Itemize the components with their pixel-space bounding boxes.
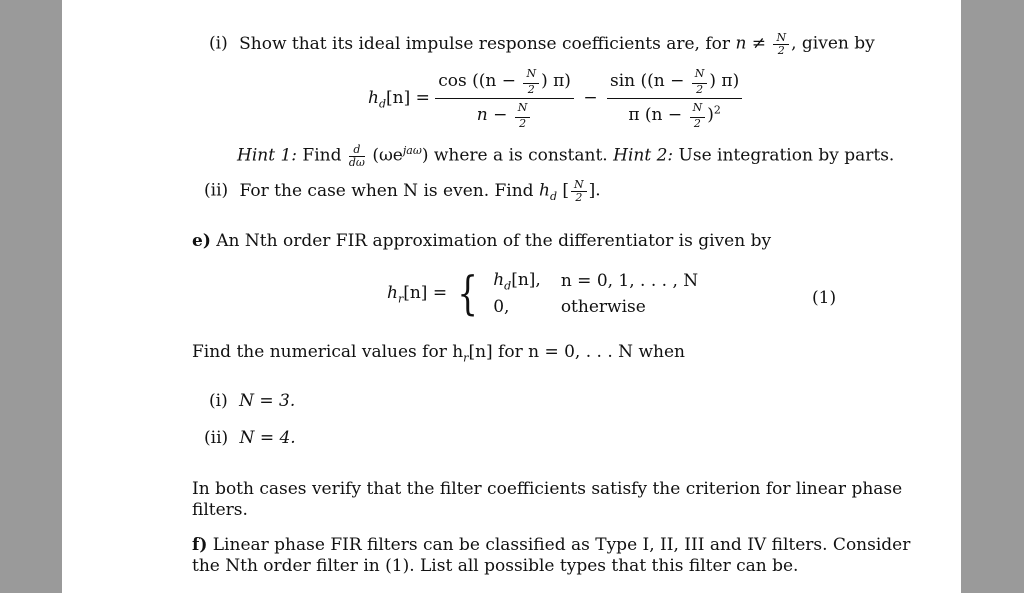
- case-row: [487, 295, 704, 319]
- part-f-label: f): [192, 535, 208, 555]
- impulse-response-equation: [368, 68, 742, 129]
- eq-lhs-sub: d: [378, 97, 386, 111]
- verify-line-1: In both cases verify that the filter coefficients satisfy the criterion for linear phase: [192, 479, 903, 499]
- hints-line: [237, 144, 894, 168]
- case1-h: h: [493, 270, 505, 290]
- item-ii-text: For the case when N is even. Find: [239, 180, 534, 201]
- fraction-numerator: N: [773, 32, 789, 45]
- eq-term1-den-text: n −: [476, 105, 513, 126]
- frac-n: N: [692, 68, 708, 84]
- verify-line-2: filters.: [192, 500, 248, 520]
- fir-lhs-sub: r: [397, 292, 404, 306]
- hint1-derivative: [349, 144, 365, 168]
- item-i-cond-ne: ≠: [751, 33, 767, 54]
- item-i-text-a: Show that its ideal impulse response coefficients are, for: [239, 33, 731, 54]
- equation-number: (1): [812, 288, 837, 308]
- hint1-expr: (ωe: [372, 145, 403, 166]
- item-i-label: (i): [209, 33, 228, 54]
- hint1-text-b: where a is constant.: [433, 145, 608, 166]
- eq-term1-den-frac: [515, 102, 531, 129]
- case1-value: [487, 268, 547, 295]
- left-brace: {: [456, 266, 478, 321]
- frac-two: 2: [575, 190, 583, 204]
- eq-term2: [607, 68, 742, 129]
- sub-i-text: N = 3.: [239, 391, 296, 411]
- part-e-item-i: [209, 391, 295, 411]
- frac-n: N: [523, 68, 539, 84]
- eq-term2-num-text: sin ((n −: [609, 71, 690, 92]
- item-i-cond-n: n: [735, 33, 747, 54]
- item-i-fraction: [773, 32, 789, 56]
- find-text-b: [n] for n = 0, . . . N when: [468, 342, 685, 362]
- hint1-text-a: Find: [302, 145, 342, 166]
- sub-ii-text: N = 4.: [239, 428, 296, 448]
- eq-minus: −: [583, 88, 598, 109]
- fir-equation: [387, 268, 704, 319]
- eq-term2-num-tail: ) π): [709, 71, 740, 92]
- eq-term1-num-frac: [523, 68, 539, 95]
- fir-lhs-arg: [n] =: [403, 282, 448, 303]
- frac-n: N: [515, 102, 531, 118]
- sub-ii-label: (ii): [204, 428, 229, 448]
- part-f-line1-text: Linear phase FIR filters can be classified as Type I, II, III and IV filters. Consider: [212, 535, 911, 555]
- eq-term1: [435, 68, 574, 129]
- part-d-item-ii: [204, 179, 601, 203]
- item-ii-label: (ii): [204, 180, 229, 201]
- frac-n: N: [690, 102, 706, 118]
- part-e-label: e): [192, 231, 211, 251]
- item-ii-close: ].: [588, 180, 601, 201]
- hint1-close: ): [421, 145, 429, 166]
- frac-two: 2: [693, 116, 701, 130]
- item-ii-fraction: [571, 179, 587, 203]
- deriv-d: d: [349, 144, 365, 157]
- hint1-label: Hint 1:: [237, 145, 297, 166]
- case-row: [487, 268, 704, 295]
- hint1-exp: jaω: [402, 144, 422, 157]
- find-line: [192, 342, 685, 365]
- item-ii-h: h: [538, 180, 550, 201]
- eq-term2-den: [607, 99, 742, 129]
- case2-value: 0,: [493, 296, 510, 317]
- part-f-line-2: the Nth order filter in (1). List all possible types that this filter can be.: [192, 556, 799, 576]
- eq-term2-den-frac: [690, 102, 706, 129]
- item-i-text-b: given by: [801, 33, 875, 54]
- part-e-item-ii: [204, 428, 296, 448]
- eq-term1-num-text: cos ((n −: [438, 71, 522, 92]
- hint2-label: Hint 2:: [613, 145, 674, 166]
- sub-i-label: (i): [209, 391, 228, 411]
- frac-two: 2: [519, 116, 527, 130]
- case1-condition: n = 0, 1, . . . , N: [560, 271, 699, 292]
- find-text: Find the numerical values for h: [192, 342, 464, 362]
- case1-arg: [n],: [511, 270, 541, 290]
- item-ii-open: [: [562, 180, 570, 201]
- part-d-item-i: (i) Show that its ideal impulse response coefficients are, for n ≠ $\frac{N}{2}$ , given by: [209, 31, 875, 57]
- eq-term1-num: [435, 68, 574, 99]
- case1-sub: d: [504, 279, 512, 293]
- frac-two: 2: [527, 82, 535, 96]
- eq-term2-den-pow: 2: [713, 103, 721, 117]
- frac-n: N: [571, 179, 587, 192]
- eq-term1-num-tail: ) π): [541, 71, 571, 92]
- eq-term2-den-text: π (n −: [628, 105, 688, 126]
- item-ii-sub: d: [549, 189, 557, 203]
- fraction-denominator: 2: [777, 43, 785, 57]
- eq-lhs: h: [368, 88, 379, 109]
- fir-lhs-h: h: [387, 282, 398, 303]
- eq-term2-num: [607, 68, 742, 99]
- hint2-text: Use integration by parts.: [678, 145, 895, 166]
- part-e-intro-text: An Nth order FIR approximation of the differentiator is given by: [216, 231, 772, 251]
- eq-lhs-arg: [n] =: [386, 88, 430, 109]
- eq-term1-den: [435, 99, 574, 129]
- eq-term2-den-tail: ): [707, 105, 714, 126]
- eq-term2-num-frac: [692, 68, 708, 95]
- find-sub: r: [463, 351, 469, 365]
- document-page: [62, 0, 961, 593]
- part-f-line-1: [192, 535, 910, 555]
- frac-two: 2: [696, 82, 704, 96]
- case2-condition: otherwise: [560, 296, 646, 317]
- cases-block: [487, 268, 704, 319]
- deriv-dw: dω: [348, 155, 365, 169]
- part-e-intro: [192, 231, 771, 251]
